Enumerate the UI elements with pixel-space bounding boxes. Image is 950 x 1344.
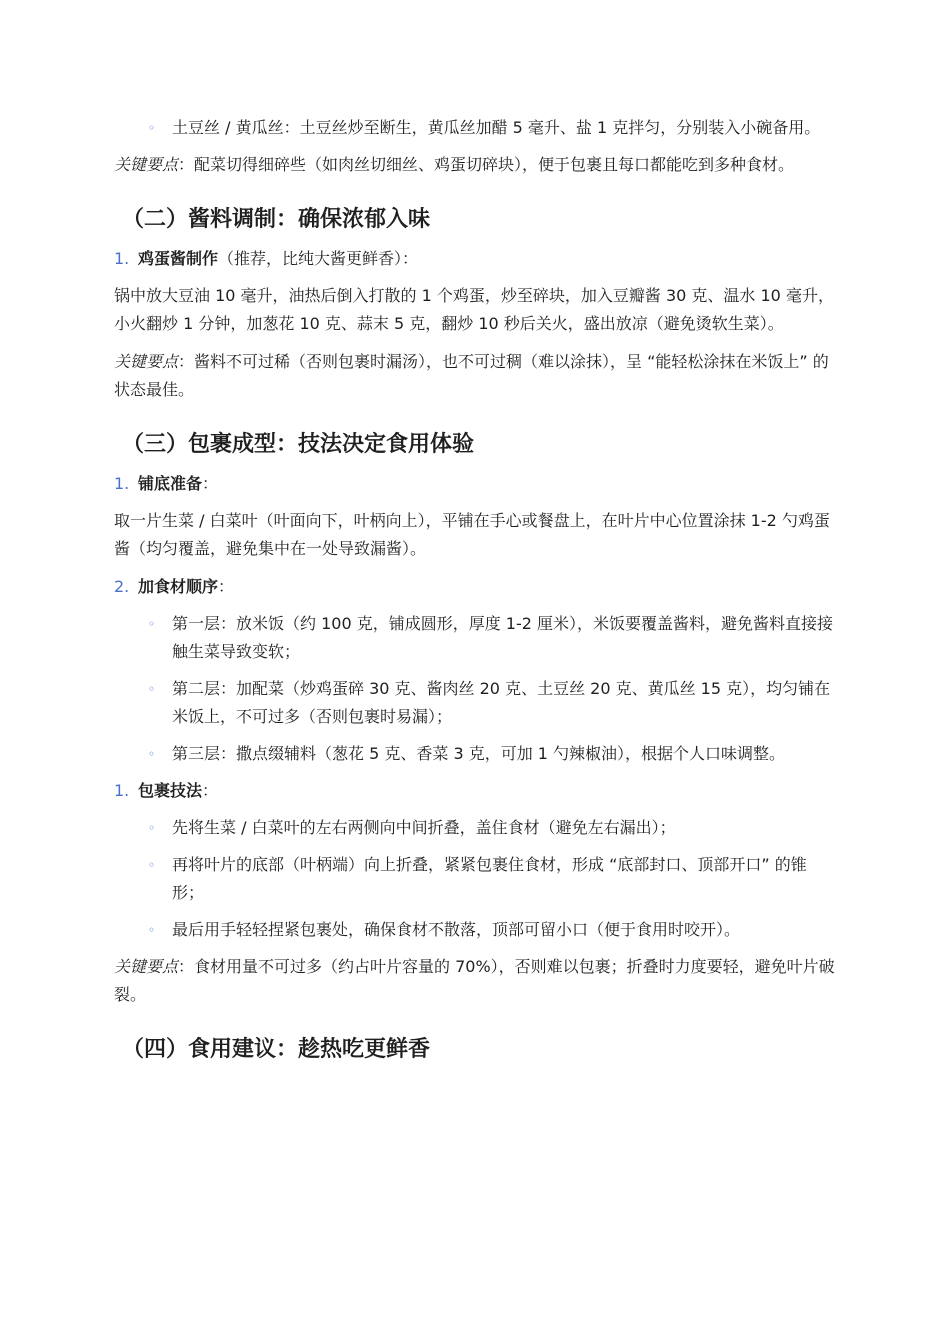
list-item-text: 第一层：放米饭（约 100 克，铺成圆形，厚度 1-2 厘米），米饭要覆盖酱料，避免酱料直接接触生菜导致变软；	[172, 614, 834, 661]
item-text: ：	[218, 577, 235, 596]
list-item-text: 第二层：加配菜（炒鸡蛋碎 30 克、酱肉丝 20 克、土豆丝 20 克、黄瓜丝 15 克），均匀铺在米饭上，不可过多（否则包裹时易漏）；	[172, 679, 831, 726]
list-item	[114, 675, 838, 731]
key-point-text: ：配菜切得细碎些（如肉丝切细丝、鸡蛋切碎块），便于包裹且每口都能吃到多种食材。	[178, 155, 795, 174]
circle-bullet-icon: ◦	[148, 923, 156, 937]
section-heading: （二）酱料调制：确保浓郁入味	[122, 207, 431, 232]
key-point-label: 关键要点	[114, 957, 179, 976]
circle-bullet-icon: ◦	[148, 747, 156, 761]
circle-bullet-icon: ◦	[148, 821, 156, 835]
item-number: 1.	[114, 249, 130, 268]
paragraph: 取一片生菜 / 白菜叶（叶面向下，叶柄向上），平铺在手心或餐盘上，在叶片中心位置涂抹 1-2 勺鸡蛋酱（均匀覆盖，避免集中在一处导致漏酱）。	[114, 511, 830, 558]
circle-bullet-icon: ◦	[148, 682, 156, 696]
key-point	[114, 348, 838, 404]
numbered-item	[114, 245, 838, 273]
item-number: 1.	[114, 781, 130, 800]
circle-bullet-icon: ◦	[148, 121, 156, 135]
item-text: ：	[202, 781, 219, 800]
item-title: 包裹技法	[138, 781, 203, 800]
list-item-text: 先将生菜 / 白菜叶的左右两侧向中间折叠，盖住食材（避免左右漏出）；	[172, 818, 676, 837]
key-point-label: 关键要点	[114, 155, 179, 174]
list-item-text: 第三层：撒点缀辅料（葱花 5 克、香菜 3 克，可加 1 勺辣椒油），根据个人口味调整。	[172, 744, 786, 763]
item-number: 2.	[114, 577, 130, 596]
section-heading: （四）食用建议：趁热吃更鲜香	[122, 1037, 431, 1062]
list-item	[114, 851, 838, 907]
key-point-text: ：酱料不可过稀（否则包裹时漏汤），也不可过稠（难以涂抹），呈 “能轻松涂抹在米饭上” 的状态最佳。	[114, 352, 829, 399]
numbered-item	[114, 470, 838, 498]
numbered-item	[114, 777, 838, 805]
sub-list	[114, 814, 838, 944]
item-number: 1.	[114, 474, 130, 493]
item-text: ：	[202, 474, 219, 493]
key-point	[114, 151, 838, 179]
list-item	[114, 814, 838, 842]
circle-bullet-icon: ◦	[148, 858, 156, 872]
circle-bullet-icon: ◦	[148, 617, 156, 631]
list-item-text: 再将叶片的底部（叶柄端）向上折叠，紧紧包裹住食材，形成 “底部封口、顶部开口” 的锥形；	[172, 855, 807, 902]
list-item-text: 最后用手轻轻捏紧包裹处，确保食材不散落，顶部可留小口（便于食用时咬开）。	[172, 920, 741, 939]
list-item	[114, 740, 838, 768]
sub-list	[114, 114, 838, 142]
list-item-text: 土豆丝 / 黄瓜丝：土豆丝炒至断生，黄瓜丝加醋 5 毫升、盐 1 克拌匀，分别装入小碗备用。	[172, 118, 821, 137]
key-point-text: ：食材用量不可过多（约占叶片容量的 70%），否则难以包裹；折叠时力度要轻，避免叶片破裂。	[114, 957, 835, 1004]
document-content	[114, 114, 838, 1067]
list-item	[114, 916, 838, 944]
item-title: 铺底准备	[138, 474, 203, 493]
section-heading: （三）包裹成型：技法决定食用体验	[122, 432, 475, 457]
list-item	[114, 114, 838, 142]
item-text: （推荐，比纯大酱更鲜香）：	[218, 249, 419, 268]
key-point	[114, 953, 838, 1009]
numbered-item	[114, 573, 838, 601]
item-title: 加食材顺序	[138, 577, 219, 596]
key-point-label: 关键要点	[114, 352, 179, 371]
sub-list	[114, 610, 838, 768]
paragraph: 锅中放大豆油 10 毫升，油热后倒入打散的 1 个鸡蛋，炒至碎块，加入豆瓣酱 30 克、温水 10 毫升，小火翻炒 1 分钟，加葱花 10 克、蒜末 5 克，翻炒 10 秒后关火，盛出放凉（避免烫软生菜）。	[114, 286, 834, 333]
list-item	[114, 610, 838, 666]
item-title: 鸡蛋酱制作	[138, 249, 219, 268]
